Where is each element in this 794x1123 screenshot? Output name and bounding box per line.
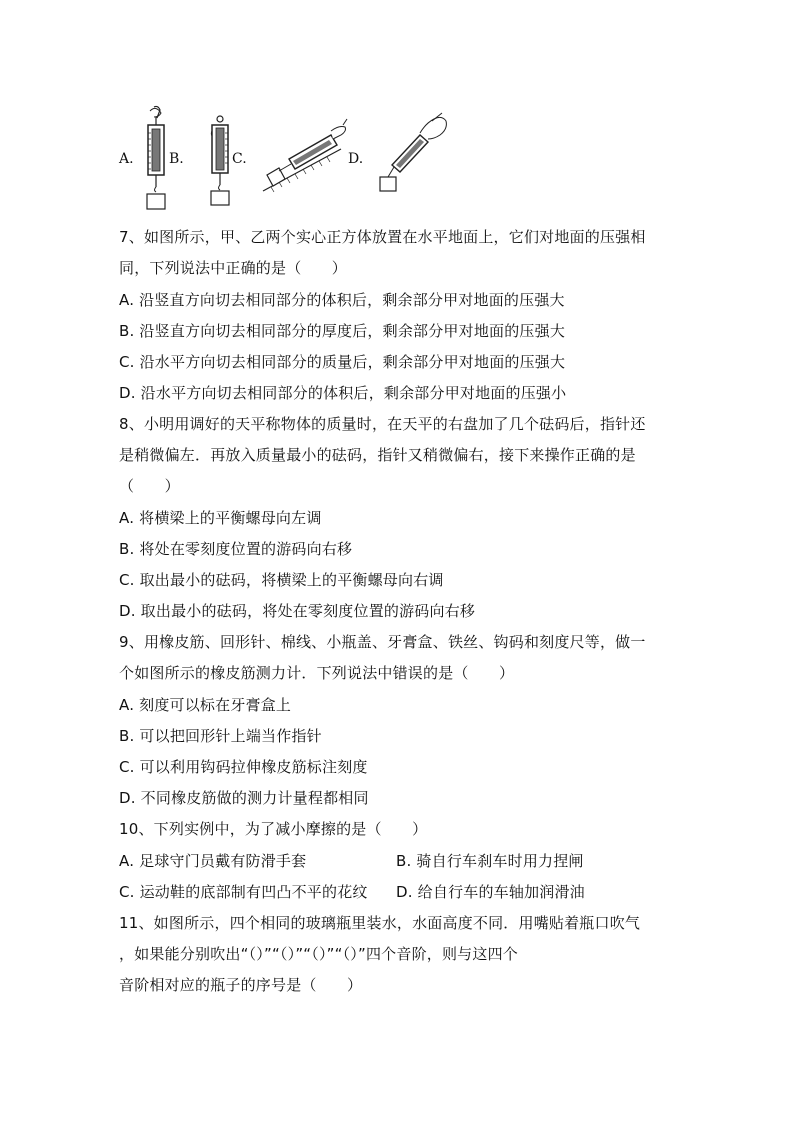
q10-option-a: A. 足球守门员戴有防滑手套 xyxy=(119,852,307,870)
q8-option-a: A. 将横梁上的平衡螺母向左调 xyxy=(119,509,322,527)
spring-scale-d-image xyxy=(374,111,450,195)
q10-option-d: D. 给自行车的车轴加润滑油 xyxy=(396,883,585,901)
q11-stem-line-2: ，如果能分别吹出“（）”“（）”“（）”“（）”四个音阶，则与这四个 xyxy=(119,945,518,963)
q8-option-b: B. 将处在零刻度位置的游码向右移 xyxy=(119,540,353,558)
q7-stem-line-2: 同，下列说法中正确的是（ ） xyxy=(119,259,348,277)
q9-option-c: C. 可以利用钩码拉伸橡皮筋标注刻度 xyxy=(119,758,368,776)
q10-stem: 10、下列实例中，为了减小摩擦的是（ ） xyxy=(119,820,428,838)
q11-stem-line-1: 11、如图所示，四个相同的玻璃瓶里装水，水面高度不同．用嘴贴着瓶口吹气 xyxy=(119,914,641,932)
q10-option-b: B. 骑自行车刹车时用力捏闸 xyxy=(396,852,584,870)
q9-stem-line-2: 个如图所示的橡皮筋测力计．下列说法中错误的是（ ） xyxy=(119,664,515,682)
q9-stem-line-1: 9、用橡皮筋、回形针、棉线、小瓶盖、牙膏盒、铁丝、钩码和刻度尺等，做一 xyxy=(119,633,646,651)
q8-stem-line-2: 是稍微偏左．再放入质量最小的砝码，指针又稍微偏右，接下来操作正确的是 xyxy=(119,446,636,464)
q8-stem-line-3: （ ） xyxy=(119,477,180,495)
spring-scale-figure-row xyxy=(119,105,449,213)
q8-option-d: D. 取出最小的砝码，将处在零刻度位置的游码向右移 xyxy=(119,602,476,620)
q9-option-a: A. 刻度可以标在牙膏盒上 xyxy=(119,696,292,714)
spring-scale-c-image xyxy=(261,113,351,193)
figure-label-a: A. xyxy=(119,151,134,167)
spring-scale-b-image xyxy=(205,115,235,211)
q8-stem-line-1: 8、小明用调好的天平称物体的质量时，在天平的右盘加了几个砝码后，指针还 xyxy=(119,415,646,433)
q9-option-b: B. 可以把回形针上端当作指针 xyxy=(119,727,322,745)
q9-option-d: D. 不同橡皮筋做的测力计量程都相同 xyxy=(119,789,369,807)
figure-label-d: D. xyxy=(348,151,364,167)
q7-option-c: C. 沿水平方向切去相同部分的质量后，剩余部分甲对地面的压强大 xyxy=(119,353,566,371)
q7-stem-line-1: 7、如图所示，甲、乙两个实心正方体放置在水平地面上，它们对地面的压强相 xyxy=(119,228,646,246)
q10-option-c: C. 运动鞋的底部制有凹凸不平的花纹 xyxy=(119,883,368,901)
q7-option-a: A. 沿竖直方向切去相同部分的体积后，剩余部分甲对地面的压强大 xyxy=(119,291,565,309)
figure-label-b: B. xyxy=(169,151,184,167)
q7-option-d: D. 沿水平方向切去相同部分的体积后，剩余部分甲对地面的压强小 xyxy=(119,384,567,402)
q8-option-c: C. 取出最小的砝码，将横梁上的平衡螺母向右调 xyxy=(119,571,444,589)
spring-scale-a-image xyxy=(141,105,171,211)
figure-label-c: C. xyxy=(232,151,247,167)
q11-stem-line-3: 音阶相对应的瓶子的序号是（ ） xyxy=(119,976,363,994)
q7-option-b: B. 沿竖直方向切去相同部分的厚度后，剩余部分甲对地面的压强大 xyxy=(119,322,566,340)
